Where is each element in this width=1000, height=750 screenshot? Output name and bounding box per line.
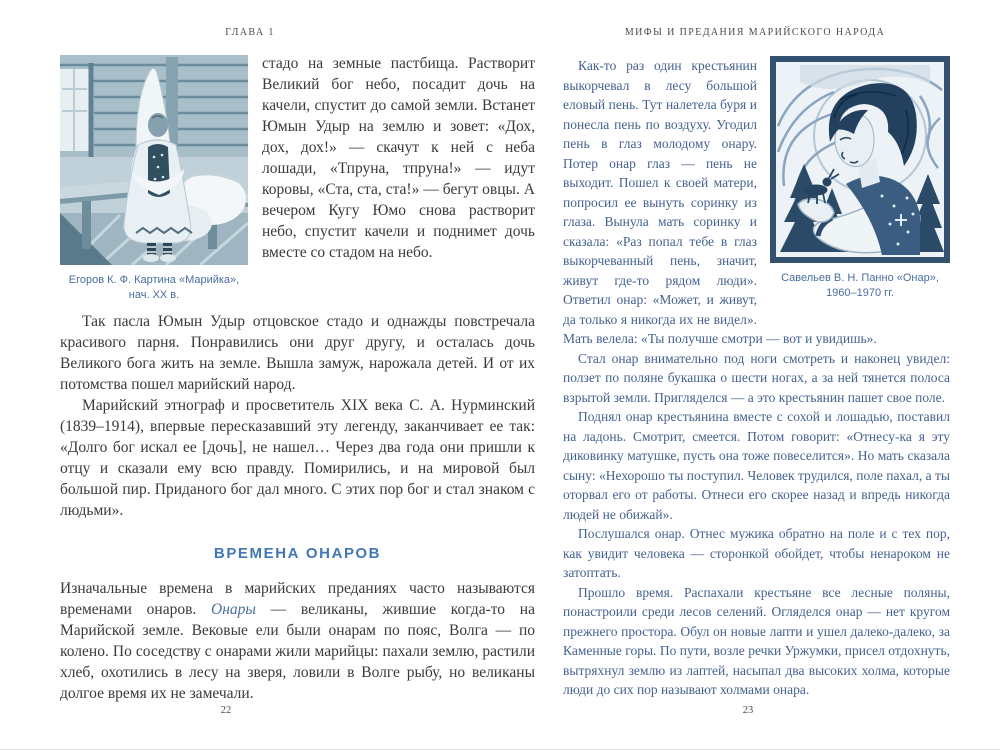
marijka-caption <box>60 273 248 303</box>
page-number-left: 22 <box>220 705 232 716</box>
marijka-figure <box>60 55 248 303</box>
caption-line-2: нач. XX в. <box>128 289 180 301</box>
caption-line-1: Савельев В. Н. Панно «Онар», <box>781 272 939 284</box>
right-paragraph-5: Прошло время. Распахали крестьяне все лесные поляны, понастроили среди лесов селений. Огляделся онар — нет кругом прежнего простора. Обул он новые лапти и ушел далеко-далеко, за Каменные горы. По пути, возле речки Уржумки, присел отдохнуть, вытряхнул землю из лаптей, насыпал два высоких холма, которые люди до сих пор называют холмами онара. <box>563 584 950 697</box>
running-head-book-title: МИФЫ И ПРЕДАНИЯ МАРИЙСКОГО НАРОДА <box>624 27 886 38</box>
onar-caption <box>770 271 950 301</box>
page-number-right: 23 <box>742 705 754 716</box>
right-paragraph-1: Как-то раз один крестьянин выкорчевал в лесу большой еловый пень. Тут налетела буря и понесла пень по воздуху. Угодил пень в глаз молодому онару. Потер онар глаз — пень не выходит. Пошел к своей матери, попросил ее вынуть соринку из глаза. Вынула мать соринку и сказала: «Раз попал тебе в глаз выкорчеванный пень, значит, живут где-то рядом люди». Ответил онар: «Может, и живут, да только я никогда их не видел». Мать велела: «Ты получше смотри — вот и увидишь». <box>563 58 877 346</box>
onar-panel-image <box>770 56 950 263</box>
left-page-text-block <box>60 53 535 704</box>
left-paragraph-1: стадо на земные пастбища. Растворит Великий бог небо, посадит дочь на качели, спустит до самой земли. Встанет Юмын Удыр на землю и зовет: «Дох, дох, дох!» — скачут к ней с неба лошади, «Тпруна, тпруна!» — идут коровы, «Ста, ста, ста!» — бегут овцы. А вечером Кугу Юмо снова растворит небо, спустит качели и поднимет дочь вместе со стадом на небо. <box>262 55 535 261</box>
left-paragraph-4 <box>60 578 535 704</box>
caption-line-1: Егоров К. Ф. Картина «Марийка», <box>68 274 240 286</box>
left-paragraph-2: Так пасла Юмын Удыр отцовское стадо и однажды повстречала красивого парня. Понравились они друг другу, и осталась дочь Великого бога жить на земле. Вышла замуж, нарожала детей. И от их потомства пошел марийский народ. <box>60 313 535 393</box>
paragraph-text-after: — великаны, жившие когда-то на Марийской земле. Вековые ели были онарам по пояс, Волга — по колено. По соседству с онарами жили марийцы: пахали землю, растили хлеб, охотились в лесу на зверя, ловили в Волге рыбу, но великаны долгое время их не замечали. <box>60 601 535 702</box>
onar-figure <box>770 56 950 301</box>
term-onary: Онары <box>211 601 256 618</box>
caption-line-2: 1960–1970 гг. <box>826 287 894 299</box>
left-paragraph-3: Марийский этнограф и просветитель XIX века С. А. Нурминский (1839–1914), впервые пересказавший эту легенду, заканчивает ее так: «Долго бог искал ее [дочь], не нашел… Через два года они пришли к отцу и сказали ему всю правду. Помирились, и на мировой был большой пир. Приданого бог дал много. С этих пор бог и стал знаком с людьми». <box>60 397 535 519</box>
running-head-chapter: ГЛАВА 1 <box>225 27 275 38</box>
section-heading-onar-times: ВРЕМЕНА ОНАРОВ <box>213 545 382 562</box>
right-paragraph-3: Поднял онар крестьянина вместе с сохой и лошадью, поставил на ладонь. Смотрит, смеется. Потом говорит: «Отнесу-ка я эту диковинку матушке, пусть она тоже повеселится». Но мать сказала сыну: «Нехорошо ты поступил. Человек трудился, поле пахал, а ты оторвал его от работы. Отнеси его скорее назад и впредь никогда людей не обижай». <box>563 409 950 522</box>
right-page-text-block <box>563 56 950 700</box>
marijka-painting-image <box>60 55 248 265</box>
right-paragraph-4: Послушался онар. Отнес мужика обратно на поле и с тех пор, как увидит человека — сторонкой обойдет, чтобы ненароком не затоптать. <box>563 526 950 580</box>
paragraph-text-before: Изначальные времена в марийских преданиях часто называются временами онаров. <box>60 580 535 618</box>
right-paragraph-2: Стал онар внимательно под ноги смотреть и наконец увидел: ползет по поляне букашка о шести ногах, а за ней тянется полоса взрытой земли. Пригляделся — а это крестьянин пашет свое поле. <box>563 350 950 405</box>
